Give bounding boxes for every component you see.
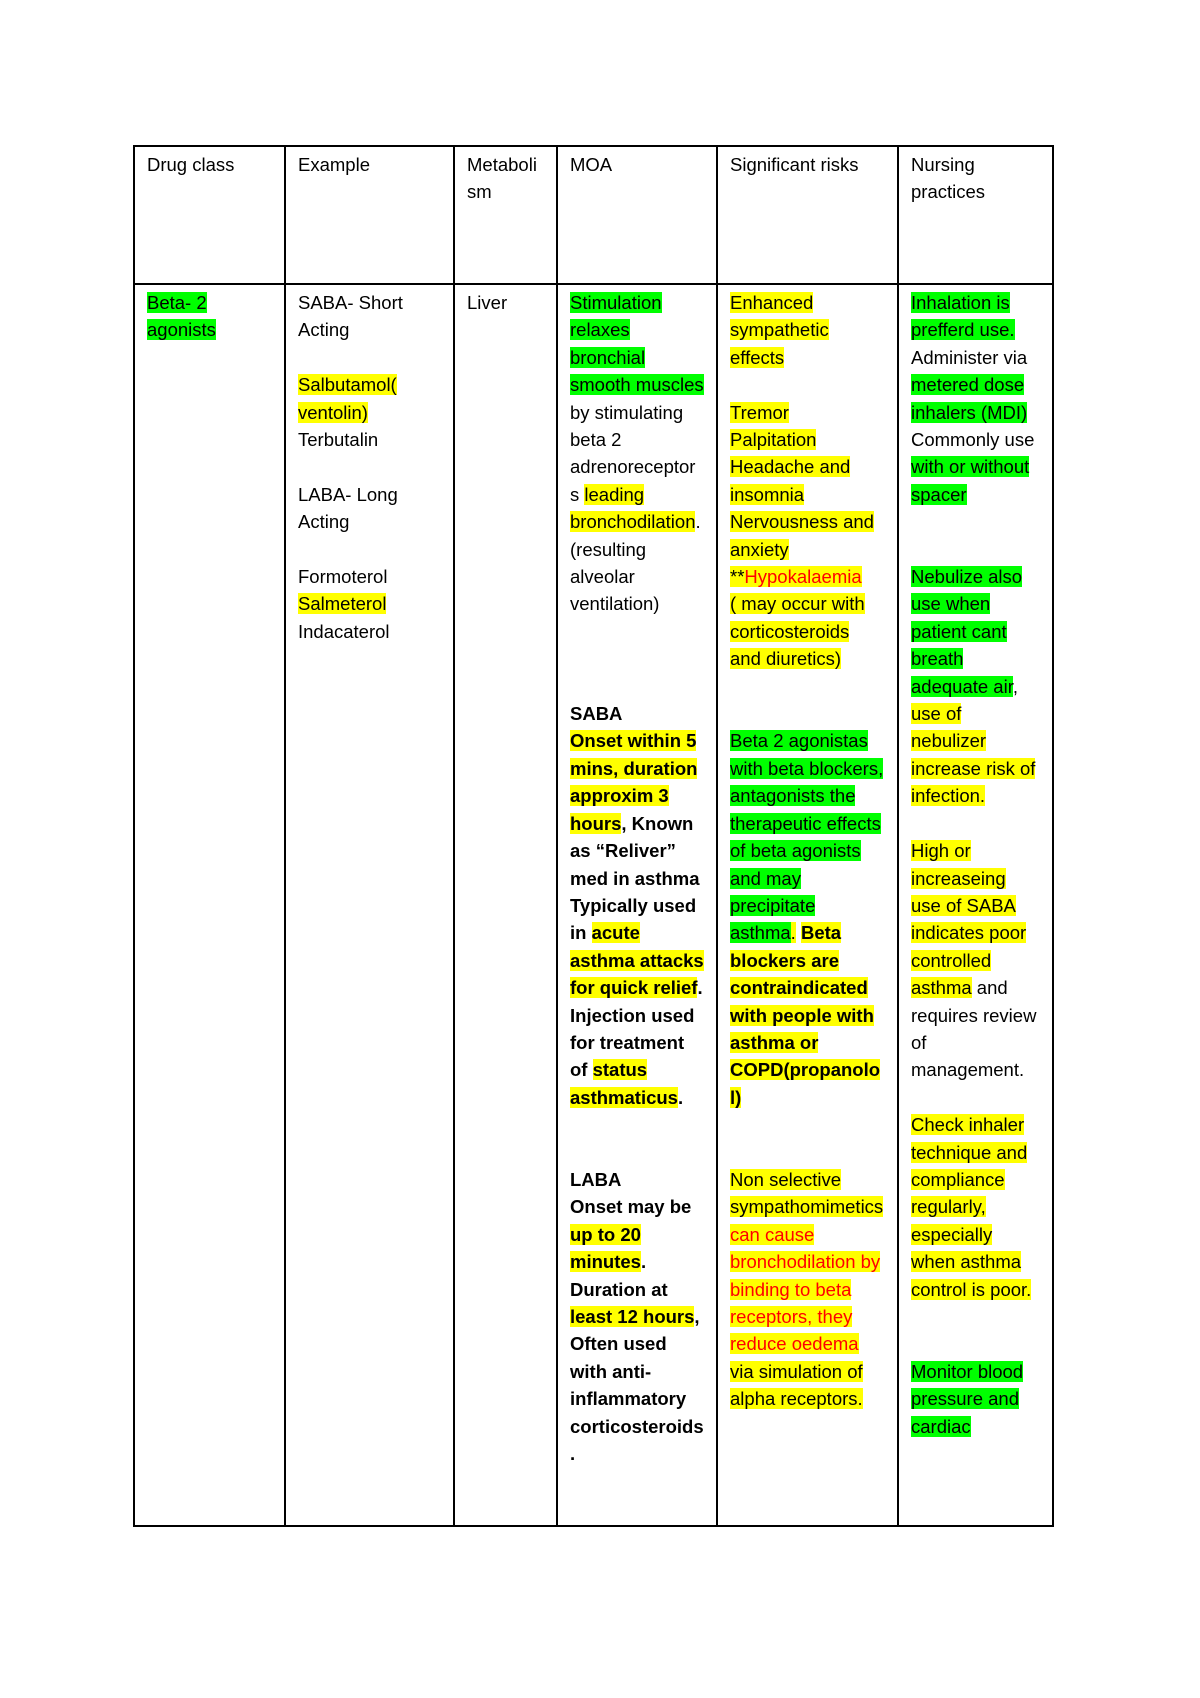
cell-metabolism: Liver (454, 284, 557, 1526)
header-metabolism: Metabolism (454, 146, 557, 284)
risk-contraindicated: Beta blockers are contraindicated with people with asthma or COPD(propanolol) (730, 922, 881, 1108)
risk-nervousness: Nervousness and anxiety (730, 511, 874, 560)
moa-result: . (resulting alveolar ventilation) (570, 511, 701, 615)
moa-laba-title: LABA (570, 1168, 622, 1190)
drug-table (133, 145, 1054, 1527)
salmeterol: Salmeterol (298, 593, 387, 615)
cell-risks (717, 284, 898, 1526)
nursing-administer: Administer via (911, 346, 1028, 368)
cell-nursing (898, 284, 1053, 1526)
laba-onset: Onset may be (570, 1196, 692, 1218)
laba-12h: least 12 hours (570, 1305, 695, 1327)
laba-often: , Often used with anti-inflammatory corticosteroids (570, 1305, 704, 1437)
nursing-poor-control: High or increaseing use of SABA indicates poor controlled asthma (911, 840, 1027, 999)
salbutamol: Salbutamol( ventolin) (298, 374, 397, 423)
header-moa: MOA (557, 146, 717, 284)
laba-20min: up to 20 minutes (570, 1223, 641, 1273)
nursing-nebulize-when: Nebulize also use when patient cant breath adequate air (911, 566, 1023, 697)
formoterol: Formoterol (298, 566, 388, 588)
risk-tremor: Tremor (730, 401, 789, 423)
header-nursing: Nursing practices (898, 146, 1053, 284)
cell-moa (557, 284, 717, 1526)
moa-stimulating: by stimulating beta 2 adrenoreceptors (570, 401, 696, 505)
saba-acute: acute asthma attacks for quick relief (570, 922, 704, 999)
moa-bronchodilation: leading bronchodilation (570, 483, 696, 533)
risk-sympathomimetics: Non selective sympathomimetics (730, 1168, 884, 1218)
laba-heading: LABA- Long Acting (298, 483, 398, 533)
hypo-word: Hypokalaemia (744, 566, 862, 588)
risk-oedema: can cause bronchodilation by binding to beta receptors, they reduce oedema (730, 1223, 881, 1355)
header-row (134, 146, 1053, 284)
risk-sympathetic: Enhanced sympathetic effects (730, 292, 829, 368)
risk-headache: Headache and insomnia (730, 456, 851, 505)
saba-injection: . Injection used for treatment of (570, 977, 703, 1081)
nursing-monitor: Monitor blood pressure and cardiac (911, 1360, 1024, 1437)
beta2-row (134, 284, 1053, 1526)
moa-saba-title: SABA (570, 703, 623, 725)
moa-saba-text (570, 727, 704, 1111)
header-drug-class: Drug class (134, 146, 285, 284)
hypo-prefix: ** (730, 566, 745, 588)
drug-class-name: Beta- 2 agonists (147, 292, 216, 341)
nursing-saba-use (911, 837, 1040, 1084)
moa-general (570, 289, 704, 618)
indacaterol: Indacaterol (298, 620, 390, 642)
risk-palpitation: Palpitation (730, 429, 817, 451)
moa-stimulation: Stimulation relaxes bronchial smooth muscles (570, 292, 704, 396)
risk-antagonists: Beta 2 agonistas with beta blockers, antagonists the therapeutic effects of beta agonists and may precipitate asthma (730, 730, 884, 944)
nursing-spacer: with or without spacer (911, 456, 1030, 505)
header-risks: Significant risks (717, 146, 898, 284)
risk-beta-blockers (730, 727, 885, 1111)
risk-dot: . (790, 922, 796, 944)
nursing-review: and requires review of management. (911, 977, 1037, 1081)
saba-reliver: , Known as “Reliver” med in asthma Typically used in (570, 812, 700, 944)
laba-dot: . (570, 1443, 576, 1465)
risk-non-selective (730, 1166, 885, 1413)
saba-status: status asthmaticus (570, 1059, 678, 1108)
nursing-nebulize (911, 563, 1040, 810)
nursing-inhalation (911, 289, 1040, 508)
cell-drug-class (134, 284, 285, 1526)
nursing-mdi: metered dose inhalers (MDI) (911, 374, 1028, 423)
cell-example (285, 284, 454, 1526)
risk-hypo-note: ( may occur with corticosteroids and diuretics) (730, 593, 865, 670)
terbutalin: Terbutalin (298, 429, 379, 451)
nursing-inhaler-check: Check inhaler technique and compliance regularly, especially when asthma control is poor. (911, 1114, 1032, 1300)
saba-heading: SABA- Short Acting (298, 292, 403, 341)
nursing-preferred: Inhalation is prefferd use. (911, 292, 1015, 341)
risk-hypokalaemia (730, 566, 862, 587)
moa-laba-text (570, 1193, 704, 1467)
header-example: Example (285, 146, 454, 284)
saba-dot: . (677, 1086, 684, 1108)
nursing-infection: use of nebulizer increase risk of infection. (911, 703, 1036, 807)
risk-alpha: via simulation of alpha receptors. (730, 1360, 863, 1410)
saba-onset: Onset within 5 mins, duration approxim 3 hours (570, 730, 698, 834)
nursing-commonly: Commonly use (911, 429, 1035, 451)
laba-duration: . Duration at (570, 1251, 668, 1300)
nursing-comma: , (1012, 675, 1018, 697)
